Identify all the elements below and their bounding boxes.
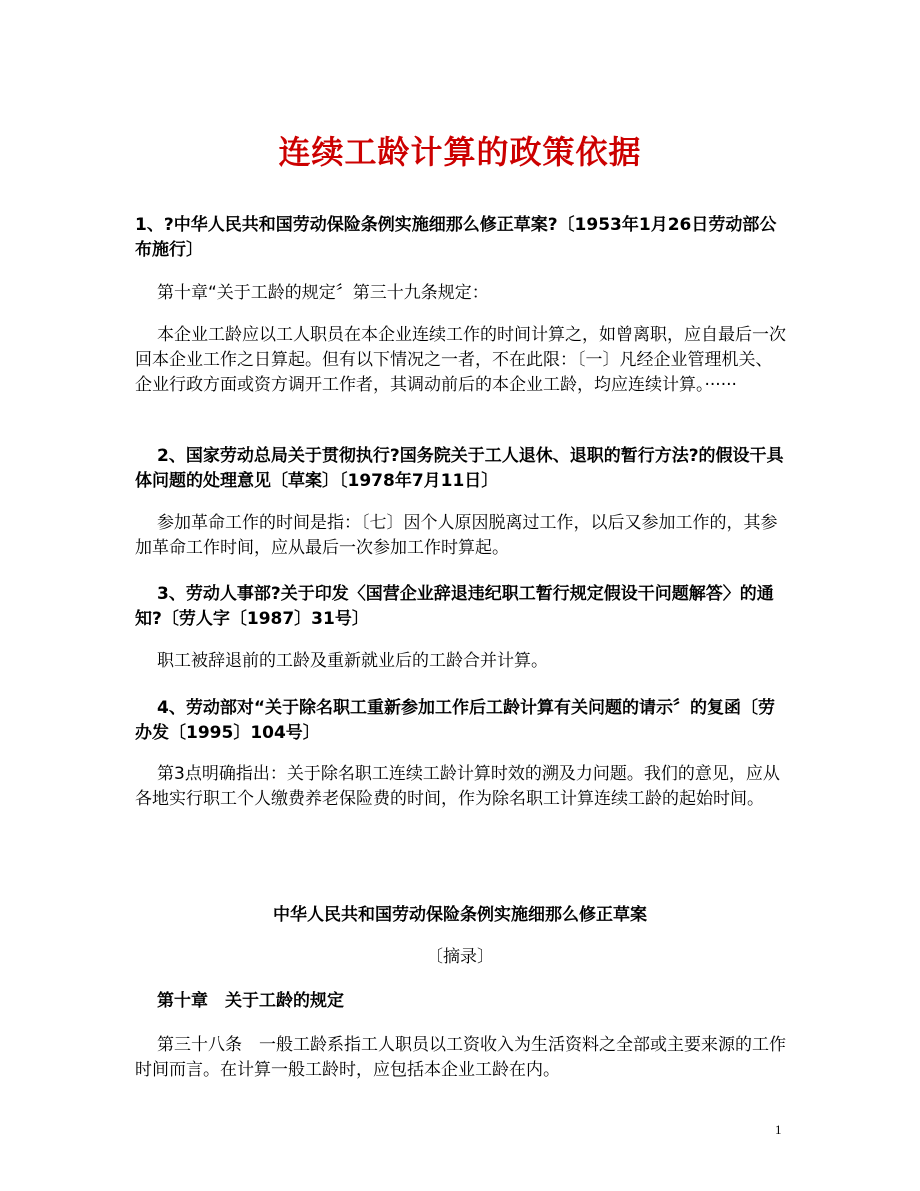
excerpt-title: 中华人民共和国劳动保险条例实施细那么修正草案: [273, 905, 647, 925]
section-4-body: 第3点明确指出：关于除名职工连续工龄计算时效的溯及力问题。我们的意见，应从各地实行职工个人缴费养老保险费的时间，作为除名职工计算连续工龄的起始时间。: [135, 764, 780, 809]
section-1-heading: 1、?中华人民共和国劳动保险条例实施细那么修正草案?〔1953年1月26日劳动部公布施行〕: [135, 215, 777, 260]
excerpt-chapter: 第十章 关于工龄的规定: [157, 991, 344, 1011]
section-1-body: 本企业工龄应以工人职员在本企业连续工作的时间计算之，如曾离职，应自最后一次回本企业工作之日算起。但有以下情况之一者，不在此限：〔一〕凡经企业管理机关、企业行政方面或资方调开工作者，其调动前后的本企业工龄，均应连续计算。······: [135, 325, 786, 395]
excerpt-subtitle: 〔摘录〕: [426, 947, 494, 967]
section-3-body: 职工被辞退前的工龄及重新就业后的工龄合并计算。: [157, 651, 548, 671]
section-2-heading: 2、国家劳动总局关于贯彻执行?国务院关于工人退休、退职的暂行方法?的假设干具体问题的处理意见〔草案〕〔1978年7月11日〕: [135, 446, 784, 491]
excerpt-article: 第三十八条 一般工龄系指工人职员以工资收入为生活资料之全部或主要来源的工作时间而言。在计算一般工龄时，应包括本企业工龄在内。: [135, 1035, 786, 1080]
section-3-heading: 3、劳动人事部?关于印发〈国营企业辞退违纪职工暂行规定假设干问题解答〉的通知?〔劳人字〔1987〕31号〕: [135, 584, 774, 629]
section-2-body: 参加革命工作的时间是指：〔七〕因个人原因脱离过工作，以后又参加工作的，其参加革命工作时间，应从最后一次参加工作时算起。: [135, 513, 778, 558]
section-4-heading: 4、劳动部对“关于除名职工重新参加工作后工龄计算有关问题的请示〞的复函〔劳办发〔1995〕104号〕: [135, 698, 775, 743]
page-number: 1: [775, 1122, 782, 1137]
page-title: 连续工龄计算的政策依据: [278, 133, 642, 171]
section-1-intro: 第十章“关于工龄的规定〞第三十九条规定：: [157, 283, 489, 303]
